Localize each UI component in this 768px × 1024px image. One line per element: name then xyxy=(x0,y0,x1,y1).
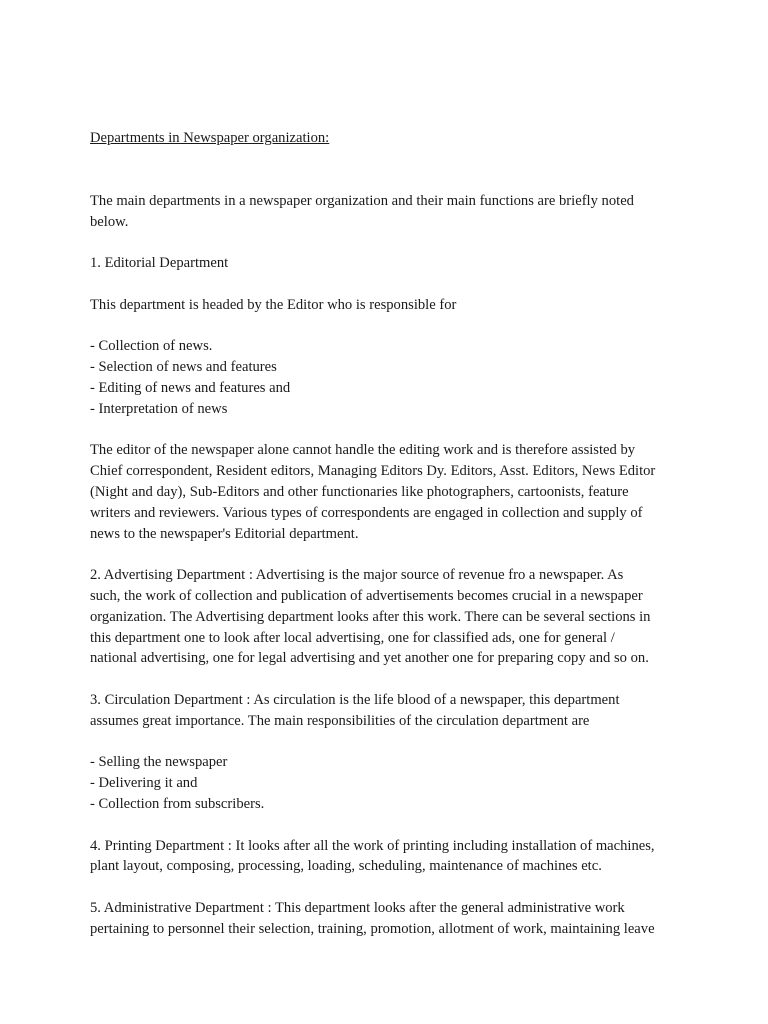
list-item: - Editing of news and features and xyxy=(90,379,291,396)
list-item: - Collection from subscribers. xyxy=(90,795,265,812)
editorial-body xyxy=(90,440,690,544)
document-page xyxy=(90,128,690,939)
list-item: - Delivering it and xyxy=(90,775,198,792)
administrative-line: 5. Administrative Department : This department looks after the general administrative work xyxy=(90,899,625,916)
administrative-line: pertaining to personnel their selection, training, promotion, allotment of work, maintaining leave xyxy=(90,920,655,937)
editorial-body-line: Chief correspondent, Resident editors, Managing Editors Dy. Editors, Asst. Editors, News Editor xyxy=(90,463,656,480)
editorial-heading: 1. Editorial Department xyxy=(90,255,229,272)
intro-paragraph xyxy=(90,191,690,233)
circulation-paragraph xyxy=(90,690,690,732)
editorial-body-line: news to the newspaper's Editorial department. xyxy=(90,525,359,542)
advertising-line: national advertising, one for legal advertising and yet another one for preparing copy and so on. xyxy=(90,650,649,667)
printing-line: plant layout, composing, processing, loading, scheduling, maintenance of machines etc. xyxy=(90,858,602,875)
list-item: - Selection of news and features xyxy=(90,359,277,376)
list-item: - Collection of news. xyxy=(90,338,213,355)
advertising-paragraph xyxy=(90,565,690,669)
editorial-body-line: The editor of the newspaper alone cannot handle the editing work and is therefore assisted by xyxy=(90,442,636,459)
list-item: - Selling the newspaper xyxy=(90,754,228,771)
printing-paragraph xyxy=(90,836,690,878)
editorial-body-line: writers and reviewers. Various types of correspondents are engaged in collection and supply of xyxy=(90,504,643,521)
intro-line: The main departments in a newspaper organization and their main functions are briefly noted xyxy=(90,192,634,209)
printing-line: 4. Printing Department : It looks after all the work of printing including installation of machines, xyxy=(90,837,655,854)
circulation-line: 3. Circulation Department : As circulation is the life blood of a newspaper, this department xyxy=(90,691,620,708)
circulation-list xyxy=(90,752,690,814)
list-item: - Interpretation of news xyxy=(90,400,228,417)
editorial-list xyxy=(90,336,690,419)
advertising-line: such, the work of collection and publication of advertisements becomes crucial in a newspaper xyxy=(90,587,643,604)
advertising-line: this department one to look after local advertising, one for classified ads, one for general / xyxy=(90,629,615,646)
administrative-paragraph xyxy=(90,898,690,940)
advertising-line: organization. The Advertising department looks after this work. There can be several sections in xyxy=(90,608,651,625)
editorial-lead: This department is headed by the Editor who is responsible for xyxy=(90,296,457,313)
advertising-line: 2. Advertising Department : Advertising is the major source of revenue fro a newspaper. As xyxy=(90,567,624,584)
document-title: Departments in Newspaper organization: xyxy=(90,130,330,146)
intro-line: below. xyxy=(90,213,129,230)
circulation-line: assumes great importance. The main responsibilities of the circulation department are xyxy=(90,712,590,729)
editorial-body-line: (Night and day), Sub-Editors and other functionaries like photographers, cartoonists, feature xyxy=(90,483,629,500)
